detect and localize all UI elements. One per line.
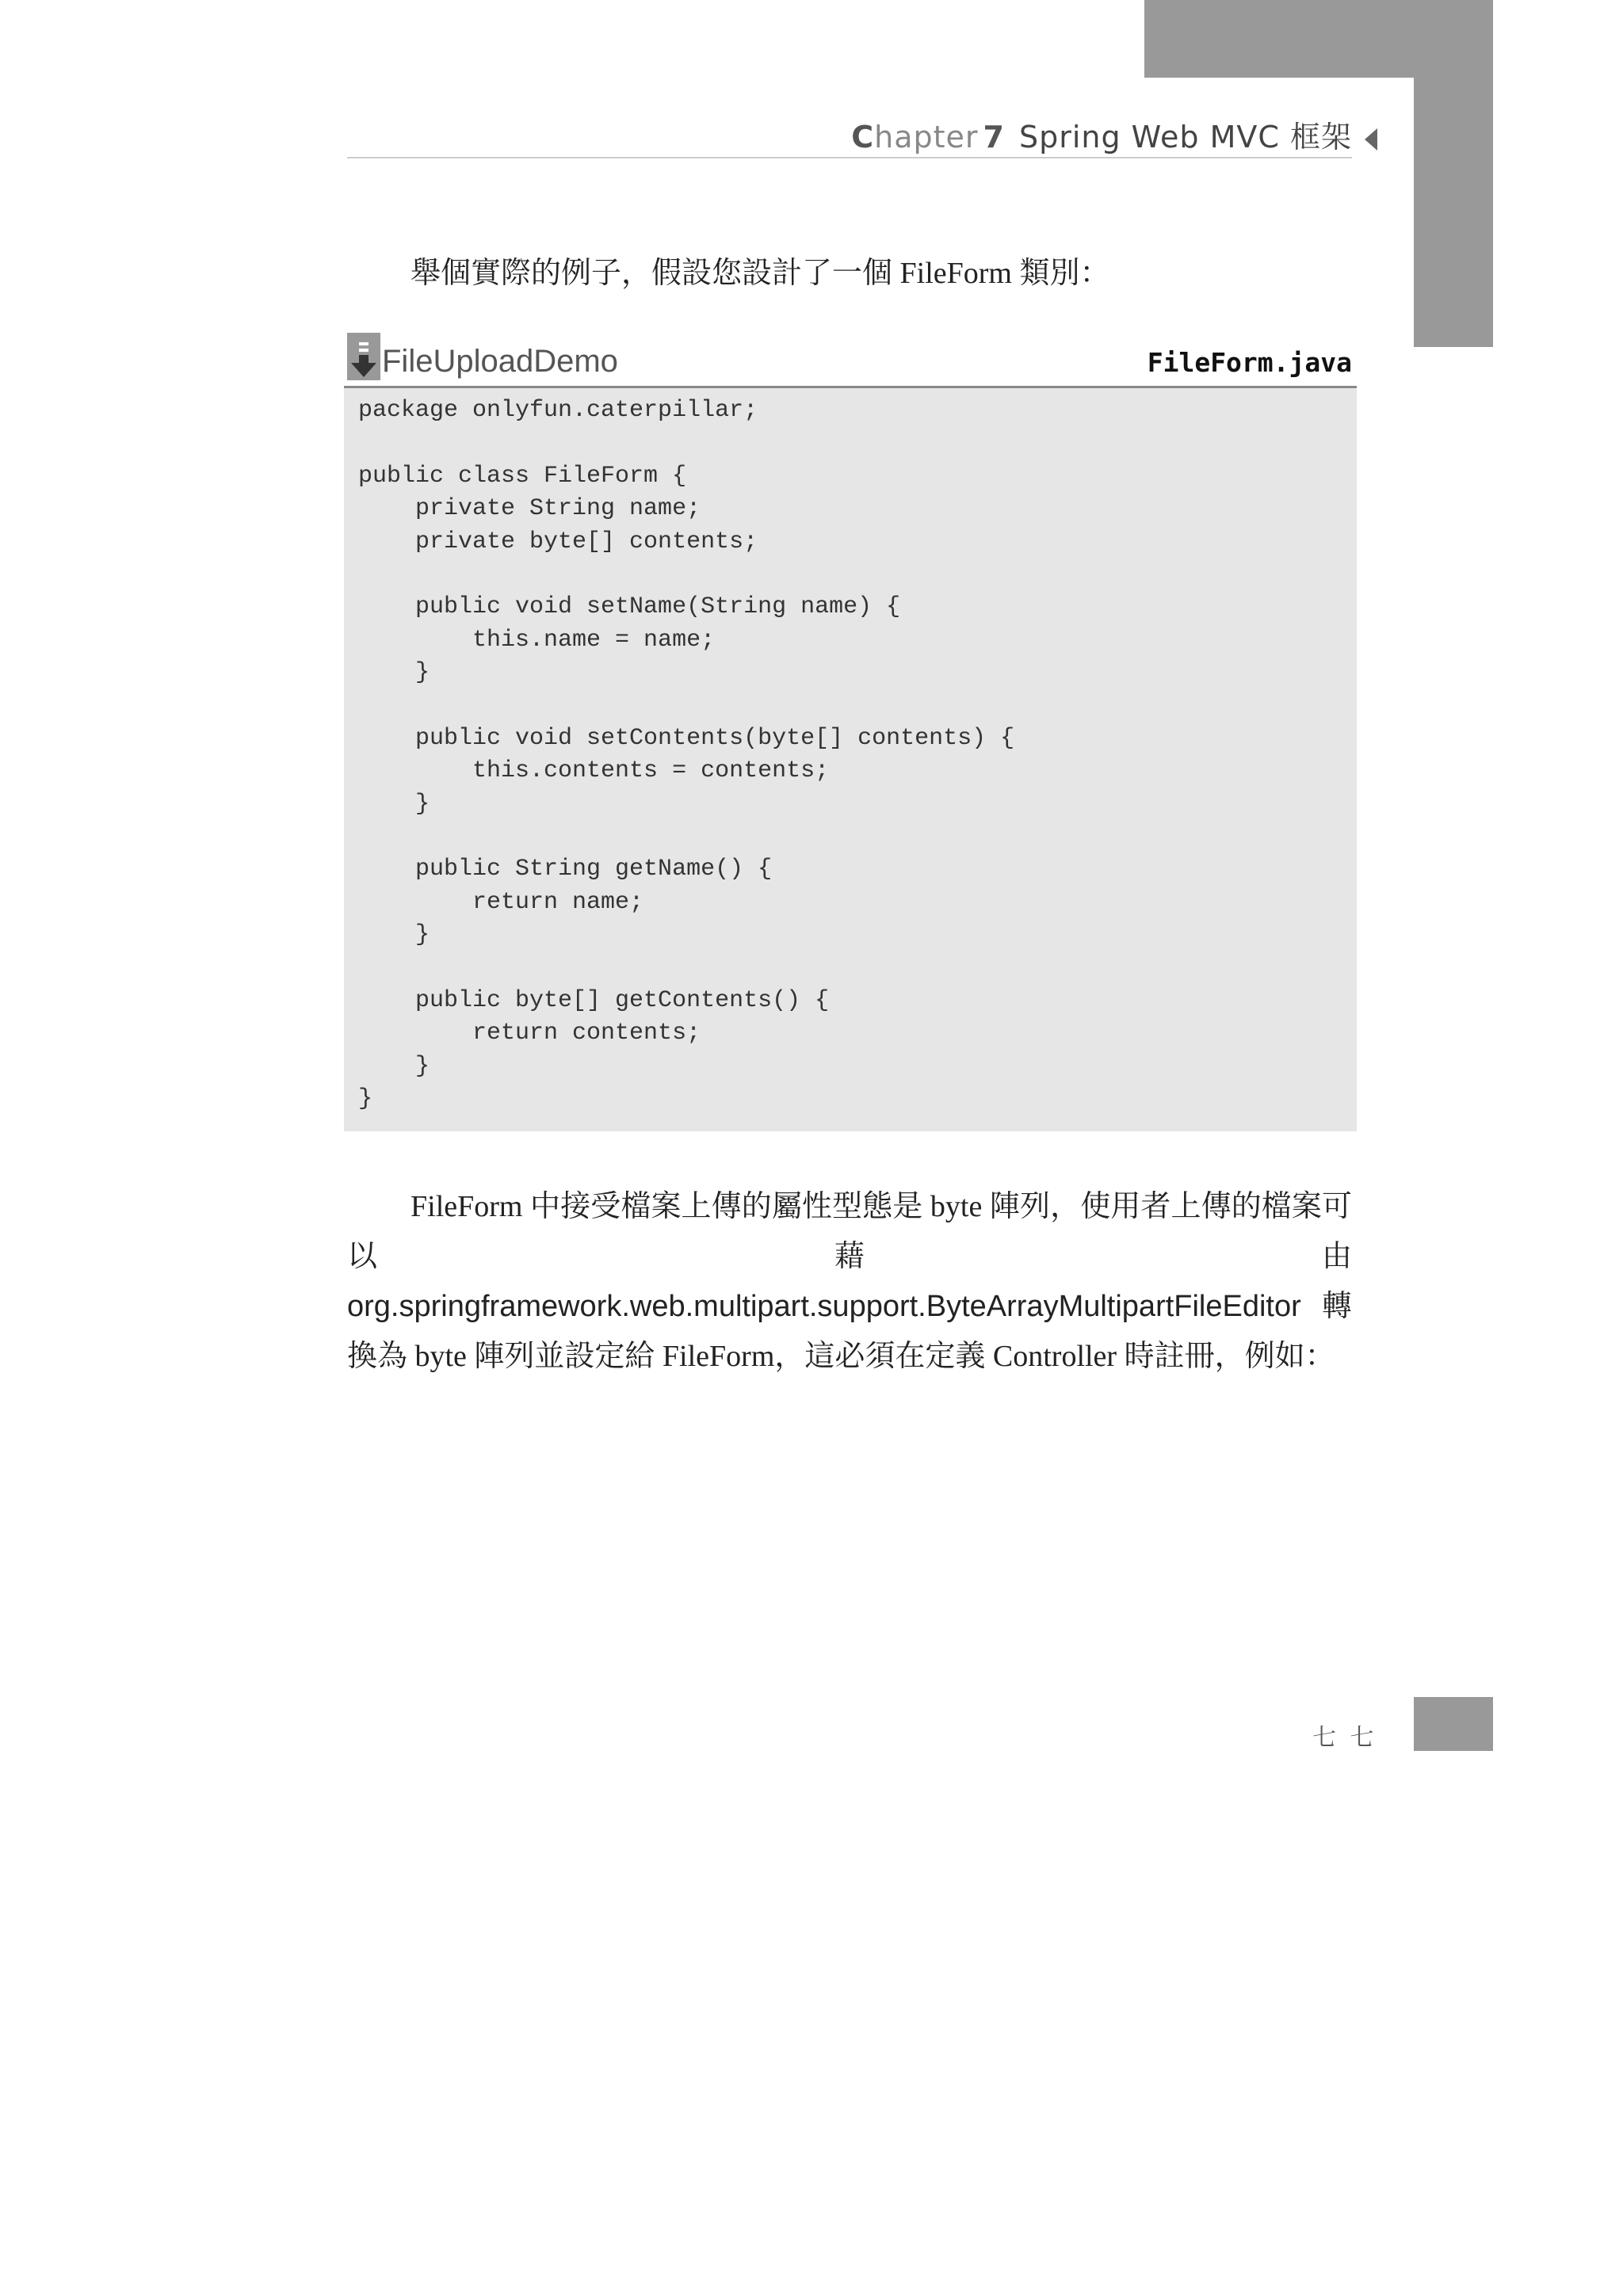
code-line: public byte[] getContents() {: [358, 987, 830, 1015]
code-line: }: [358, 921, 430, 949]
file-name: FileForm.java: [1147, 347, 1352, 378]
download-icon: [347, 333, 380, 380]
running-header: [347, 113, 1352, 158]
code-line: public class FileForm {: [358, 462, 687, 490]
code-line: package onlyfun.caterpillar;: [358, 397, 758, 424]
code-line: public String getName() {: [358, 856, 773, 883]
code-line: this.name = name;: [358, 626, 716, 654]
chapter-title: Spring Web MVC 框架: [1018, 120, 1352, 154]
chapter-word: hapter: [874, 120, 979, 154]
code-line: public void setContents(byte[] contents) {: [358, 724, 1015, 752]
code-line: }: [358, 1052, 430, 1080]
chapter-label: [851, 120, 978, 154]
code-line: [358, 559, 1357, 591]
chapter-initial: C: [851, 120, 875, 154]
code-line: }: [358, 790, 430, 818]
code-line: [358, 427, 1357, 460]
code-line: return contents;: [358, 1020, 701, 1047]
code-line: return name;: [358, 888, 644, 916]
chapter-tab-side: [1414, 78, 1493, 347]
class-name: org.springframework.web.multipart.support.ByteArrayMultipartFileEditor: [347, 1290, 1301, 1323]
page-number-tab: [1414, 1697, 1493, 1751]
body-text-part1: FileForm 中接受檔案上傳的屬性型態是 byte 陣列，使用者上傳的檔案可以藉由: [347, 1190, 1352, 1273]
code-block: [344, 388, 1357, 1131]
project-name: FileUploadDemo: [382, 344, 618, 379]
code-line: [358, 821, 1357, 853]
code-line: [358, 690, 1357, 723]
intro-paragraph: 舉個實際的例子，假設您設計了一個 FileForm 類別：: [411, 257, 1110, 290]
body-paragraph: [347, 1182, 1352, 1382]
chapter-tab-top: [1144, 0, 1493, 78]
page-number: 七 七: [1312, 1724, 1377, 1752]
code-line: }: [358, 659, 430, 687]
code-line: this.contents = contents;: [358, 757, 830, 785]
code-listing-header: [344, 333, 1357, 388]
code-line: public void setName(String name) {: [358, 593, 901, 621]
left-arrow-icon: [1365, 128, 1377, 151]
code-line: private String name;: [358, 495, 701, 523]
code-line: private byte[] contents;: [358, 528, 758, 555]
code-line: [358, 952, 1357, 985]
chapter-number: 7: [983, 120, 1005, 154]
code-line: }: [358, 1085, 373, 1113]
body-text-part2: 轉換為 byte 陣列並設定給 FileForm，這必須在定義 Controller 時註冊，例如：: [347, 1290, 1352, 1373]
